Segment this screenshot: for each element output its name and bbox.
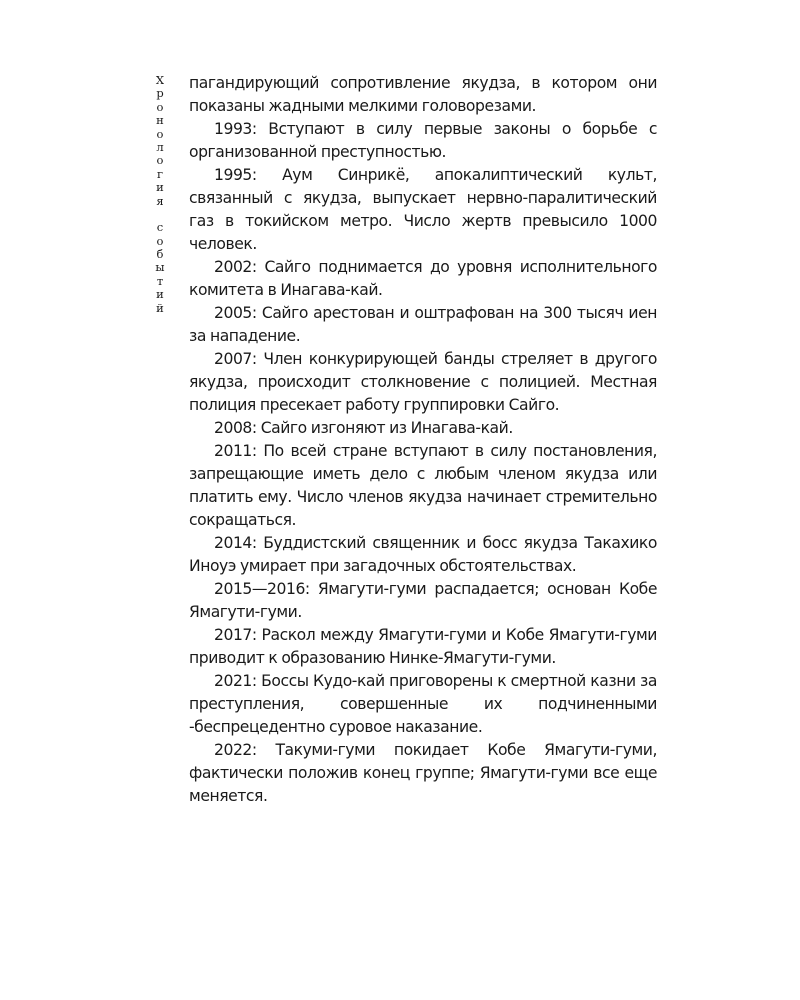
opening-paragraph: пагандирующий сопротивление якудза, в котором они показаны жадными мелкими головорезами.: [189, 74, 657, 115]
chronology-entry-2022: 2022: Такуми-гуми покидает Кобе Ямагути-гуми, фактически положив конец группе; Ямагути-гуми все еще меняется.: [189, 741, 657, 805]
running-head-letter: ы: [155, 260, 165, 275]
running-head-letter: [152, 208, 168, 221]
chronology-entry-2007: 2007: Член конкурирующей банды стреляет в другого якудза, происходит столкновение с полицией. Местная полиция пресекает работу группировки Сайго.: [189, 350, 657, 414]
chronology-entry-2017: 2017: Раскол между Ямагути-гуми и Кобе Ямагути-гуми приводит к образованию Нинке-Ямагути-гуми.: [189, 626, 657, 667]
running-head-letter: я: [156, 193, 164, 208]
running-head-letter: р: [156, 86, 164, 101]
running-head-letter: с: [156, 220, 164, 235]
running-head-letter: й: [156, 300, 164, 315]
chronology-entry-2005: 2005: Сайго арестован и оштрафован на 300 тысяч иен за нападение.: [189, 304, 657, 345]
chronology-entry-2021: 2021: Боссы Кудо-кай приговорены к смертной казни за преступления, совершенные их подчиненными -беспрецедентно суровое наказание.: [189, 672, 657, 736]
running-head-letter: о: [156, 99, 164, 114]
running-head-letter: Х: [155, 73, 165, 87]
running-head-letter: л: [156, 139, 164, 154]
running-head-letter: о: [156, 126, 164, 141]
chronology-entry-2008: 2008: Сайго изгоняют из Инагава-кай.: [214, 419, 513, 437]
chronology-entry-2014: 2014: Буддистский священник и босс якудза Такахико Иноуэ умирает при загадочных обстоятельствах.: [189, 534, 657, 575]
chronology-text: [189, 72, 657, 808]
running-head-letter: и: [156, 287, 164, 302]
chronology-entry-2011: 2011: По всей стране вступают в силу постановления, запрещающие иметь дело с любым членом якудза или платить ему. Число членов якудза начинает стремительно сокращаться.: [189, 442, 657, 529]
running-head: [152, 74, 168, 315]
running-head-letter: б: [156, 247, 164, 262]
running-head-letter: о: [156, 233, 164, 248]
running-head-letter: г: [156, 166, 164, 181]
running-head-letter: н: [156, 113, 164, 128]
running-head-letter: т: [156, 273, 164, 288]
running-head-letter: о: [156, 153, 164, 168]
chronology-entry-2002: 2002: Сайго поднимается до уровня исполнительного комитета в Инагава-кай.: [189, 258, 657, 299]
chronology-entry-2015-2016: 2015—2016: Ямагути-гуми распадается; основан Кобе Ямагути-гуми.: [189, 580, 657, 621]
chronology-entry-1995: 1995: Аум Синрикё, апокалиптический культ, связанный с якудза, выпускает нервно-паралитический газ в токийском метро. Число жертв превысило 1000 человек.: [189, 166, 657, 253]
chronology-entry-1993: 1993: Вступают в силу первые законы о борьбе с организованной преступностью.: [189, 120, 657, 161]
running-head-letter: и: [156, 180, 164, 195]
